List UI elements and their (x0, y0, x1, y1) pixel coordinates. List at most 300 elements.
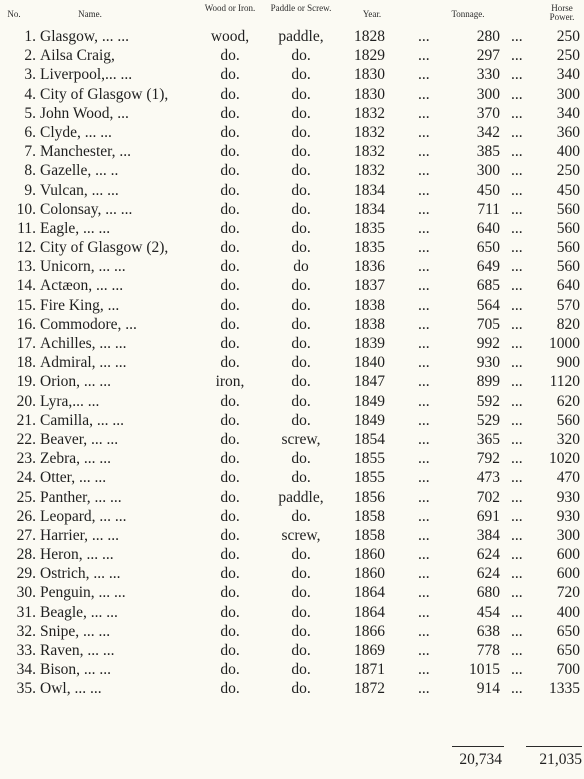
leader-dots: ... (418, 143, 430, 161)
build-year: 1854 (354, 430, 385, 448)
tonnage-value: 705 (476, 315, 500, 333)
row-number: 1. (24, 28, 36, 45)
leader-dots: ... (418, 603, 430, 621)
hull-material: do. (220, 642, 240, 659)
row-number: 7. (24, 143, 36, 161)
propulsion-type: do. (291, 104, 311, 122)
table-row (0, 392, 584, 411)
leader-dots: ... (511, 239, 523, 257)
tonnage-value: 899 (476, 373, 500, 391)
row-number: 20. (16, 392, 36, 410)
horse-power-value: 450 (556, 181, 580, 199)
leader-dots: ... (511, 123, 523, 141)
leader-dots: ... (418, 28, 430, 45)
build-year: 1832 (354, 162, 385, 180)
hull-material: do. (220, 47, 240, 65)
propulsion-type: do. (291, 296, 311, 314)
hull-material: wood, (210, 28, 250, 45)
leader-dots: ... (418, 277, 430, 295)
hull-material: do. (220, 546, 240, 564)
header-material: Wood or Iron. (204, 3, 256, 13)
horse-power-value: 1335 (549, 680, 580, 698)
build-year: 1847 (354, 373, 385, 391)
ship-name: Liverpool,... ... (40, 66, 133, 84)
leader-dots: ... (418, 488, 430, 506)
horse-power-value: 300 (556, 526, 580, 544)
table-row (0, 583, 584, 602)
leader-dots: ... (511, 507, 523, 525)
build-year: 1860 (354, 546, 385, 564)
build-year: 1830 (354, 66, 385, 84)
leader-dots: ... (511, 28, 523, 45)
horse-power-value: 560 (556, 239, 580, 257)
tonnage-value: 711 (477, 200, 500, 218)
leader-dots: ... (511, 66, 523, 84)
hull-material: do. (220, 469, 240, 487)
ship-name: Leopard, ... ... (40, 507, 127, 525)
ship-name: Fire King, ... (40, 296, 120, 314)
build-year: 1832 (354, 104, 385, 122)
propulsion-type: do. (291, 181, 311, 199)
build-year: 1829 (354, 47, 385, 65)
propulsion-type: do. (291, 450, 311, 468)
leader-dots: ... (511, 469, 523, 487)
table-row (0, 257, 584, 276)
hull-material: do. (220, 335, 240, 352)
row-number: 28. (16, 546, 36, 564)
header-horse-power: Horse Power. (549, 3, 575, 22)
ship-name: Unicorn, ... ... (40, 258, 126, 276)
horse-power-value: 560 (556, 258, 580, 276)
ship-name: Beagle, ... ... (40, 603, 118, 621)
tonnage-value: 792 (476, 450, 500, 468)
row-number: 29. (16, 565, 36, 583)
horse-power-value: 340 (556, 104, 580, 122)
tonnage-total-rule (452, 746, 504, 747)
build-year: 1864 (354, 584, 385, 602)
propulsion-type: do. (291, 66, 311, 84)
ship-name: City of Glasgow (1), (40, 85, 169, 103)
leader-dots: ... (511, 622, 523, 640)
ship-name: Panther, ... ... (40, 488, 122, 506)
leader-dots: ... (418, 392, 430, 410)
leader-dots: ... (511, 411, 523, 429)
ship-name: Lyra,... ... (40, 392, 100, 410)
hull-material: do. (220, 143, 240, 161)
header-name: Name. (78, 9, 102, 19)
leader-dots: ... (511, 373, 523, 391)
build-year: 1858 (354, 507, 385, 525)
row-number: 19. (16, 373, 36, 391)
row-number: 11. (17, 219, 36, 237)
propulsion-type: screw, (281, 526, 321, 544)
build-year: 1849 (354, 392, 385, 410)
leader-dots: ... (418, 104, 430, 122)
tonnage-value: 564 (476, 296, 500, 314)
hull-material: do. (220, 680, 240, 698)
build-year: 1836 (354, 258, 385, 276)
hull-material: do. (220, 392, 240, 410)
table-row (0, 488, 584, 507)
build-year: 1838 (354, 315, 385, 333)
row-number: 10. (16, 200, 36, 218)
row-number: 3. (24, 66, 36, 84)
propulsion-type: do. (291, 392, 311, 410)
ship-name: Beaver, ... ... (40, 430, 119, 448)
hull-material: do. (220, 450, 240, 468)
leader-dots: ... (511, 315, 523, 333)
ship-name: Snipe, ... ... (40, 622, 111, 640)
row-number: 6. (24, 123, 36, 141)
tonnage-value: 365 (476, 430, 500, 448)
tonnage-value: 624 (476, 565, 500, 583)
hull-material: do. (220, 430, 240, 448)
propulsion-type: do. (291, 200, 311, 218)
leader-dots: ... (418, 47, 430, 65)
row-number: 22. (16, 430, 36, 448)
ship-name: City of Glasgow (2), (40, 239, 169, 257)
table-row (0, 372, 584, 391)
leader-dots: ... (418, 642, 430, 659)
build-year: 1834 (354, 200, 385, 218)
horse-power-value: 900 (556, 354, 580, 372)
tonnage-value: 300 (476, 162, 500, 180)
tonnage-value: 473 (476, 469, 500, 487)
ship-name: Bison, ... ... (40, 661, 112, 679)
row-number: 24. (16, 469, 36, 487)
leader-dots: ... (418, 622, 430, 640)
leader-dots: ... (511, 354, 523, 372)
ship-name: Harrier, ... ... (40, 526, 119, 544)
propulsion-type: do. (291, 143, 311, 161)
tonnage-value: 778 (476, 642, 500, 659)
tonnage-value: 370 (476, 104, 500, 122)
propulsion-type: do. (291, 507, 311, 525)
build-year: 1855 (354, 450, 385, 468)
build-year: 1834 (354, 181, 385, 199)
horse-power-value: 400 (556, 143, 580, 161)
leader-dots: ... (511, 162, 523, 180)
leader-dots: ... (418, 526, 430, 544)
ship-name: Camilla, ... ... (40, 411, 124, 429)
header-propulsion: Paddle or Screw. (270, 3, 332, 13)
hull-material: do. (220, 181, 240, 199)
horse-power-value: 470 (556, 469, 580, 487)
hull-material: do. (220, 258, 240, 276)
build-year: 1840 (354, 354, 385, 372)
row-number: 17. (16, 335, 36, 352)
table-row (0, 27, 584, 46)
tonnage-value: 624 (476, 546, 500, 564)
horse-power-value: 600 (556, 565, 580, 583)
horse-power-value: 300 (556, 85, 580, 103)
horse-power-value: 600 (556, 546, 580, 564)
hull-material: do. (220, 622, 240, 640)
ship-name: Otter, ... ... (40, 469, 107, 487)
leader-dots: ... (418, 584, 430, 602)
hull-material: do. (220, 603, 240, 621)
leader-dots: ... (418, 200, 430, 218)
leader-dots: ... (511, 181, 523, 199)
leader-dots: ... (418, 162, 430, 180)
build-year: 1871 (354, 661, 385, 679)
leader-dots: ... (418, 354, 430, 372)
table-row (0, 564, 584, 583)
propulsion-type: do. (291, 469, 311, 487)
row-number: 21. (16, 411, 36, 429)
hull-material: do. (220, 507, 240, 525)
build-year: 1832 (354, 143, 385, 161)
ship-name: Colonsay, ... ... (40, 200, 133, 218)
horse-power-value: 620 (556, 392, 580, 410)
tonnage-value: 454 (476, 603, 500, 621)
leader-dots: ... (418, 373, 430, 391)
table-row (0, 468, 584, 487)
leader-dots: ... (511, 392, 523, 410)
propulsion-type: do. (291, 565, 311, 583)
table-row (0, 46, 584, 65)
build-year: 1860 (354, 565, 385, 583)
table-row (0, 315, 584, 334)
header-year: Year. (362, 9, 382, 19)
leader-dots: ... (511, 200, 523, 218)
table-row (0, 238, 584, 257)
ship-name: Vulcan, ... ... (40, 181, 119, 199)
build-year: 1866 (354, 622, 385, 640)
horse-power-value: 1120 (549, 373, 580, 391)
leader-dots: ... (511, 47, 523, 65)
leader-dots: ... (418, 66, 430, 84)
build-year: 1855 (354, 469, 385, 487)
leader-dots: ... (418, 239, 430, 257)
horse-power-value: 720 (556, 584, 580, 602)
table-row (0, 353, 584, 372)
leader-dots: ... (511, 642, 523, 659)
ship-name: Zebra, ... ... (40, 450, 112, 468)
propulsion-type: do. (291, 661, 311, 679)
propulsion-type: do. (291, 373, 311, 391)
row-number: 8. (24, 162, 36, 180)
leader-dots: ... (418, 123, 430, 141)
propulsion-type: paddle, (278, 28, 324, 45)
leader-dots: ... (418, 335, 430, 352)
leader-dots: ... (418, 219, 430, 237)
hull-material: do. (220, 104, 240, 122)
leader-dots: ... (418, 450, 430, 468)
leader-dots: ... (511, 85, 523, 103)
tonnage-value: 385 (476, 143, 500, 161)
header-no: No. (7, 9, 21, 19)
ship-name: Clyde, ... ... (40, 123, 112, 141)
propulsion-type: do. (291, 411, 311, 429)
row-number: 12. (16, 239, 36, 257)
propulsion-type: do. (291, 277, 311, 295)
horse-power-value: 250 (556, 47, 580, 65)
horse-power-value: 250 (556, 162, 580, 180)
leader-dots: ... (511, 450, 523, 468)
propulsion-type: do. (291, 642, 311, 659)
table-row (0, 603, 584, 622)
propulsion-type: do. (291, 85, 311, 103)
tonnage-value: 592 (476, 392, 500, 410)
propulsion-type: do. (291, 219, 311, 237)
build-year: 1849 (354, 411, 385, 429)
ship-name: Actæon, ... ... (40, 277, 124, 295)
build-year: 1872 (354, 680, 385, 698)
horse-power-value: 650 (556, 622, 580, 640)
leader-dots: ... (418, 507, 430, 525)
ship-name: Orion, ... ... (40, 373, 112, 391)
tonnage-value: 384 (476, 526, 500, 544)
tonnage-value: 702 (476, 488, 500, 506)
table-row (0, 142, 584, 161)
leader-dots: ... (511, 603, 523, 621)
tonnage-value: 330 (476, 66, 500, 84)
build-year: 1864 (354, 603, 385, 621)
propulsion-type: paddle, (278, 488, 324, 506)
tonnage-value: 297 (476, 47, 500, 65)
tonnage-value: 300 (476, 85, 500, 103)
leader-dots: ... (511, 488, 523, 506)
hull-material: do. (220, 219, 240, 237)
table-row (0, 526, 584, 545)
row-number: 2. (24, 47, 36, 65)
tonnage-value: 342 (476, 123, 500, 141)
build-year: 1858 (354, 526, 385, 544)
hull-material: do. (220, 85, 240, 103)
table-row (0, 334, 584, 353)
propulsion-type: screw, (281, 430, 321, 448)
propulsion-type: do. (291, 47, 311, 65)
row-number: 23. (16, 450, 36, 468)
leader-dots: ... (511, 258, 523, 276)
leader-dots: ... (511, 430, 523, 448)
horse-power-value: 320 (556, 430, 580, 448)
horse-power-value: 650 (556, 642, 580, 659)
ship-name: Manchester, ... (40, 143, 132, 161)
tonnage-value: 685 (476, 277, 500, 295)
row-number: 32. (16, 622, 36, 640)
tonnage-value: 691 (476, 507, 500, 525)
leader-dots: ... (511, 584, 523, 602)
row-number: 13. (16, 258, 36, 276)
table-row (0, 123, 584, 142)
leader-dots: ... (511, 277, 523, 295)
horse-power-value: 820 (556, 315, 580, 333)
leader-dots: ... (418, 411, 430, 429)
tonnage-value: 914 (476, 680, 500, 698)
leader-dots: ... (511, 143, 523, 161)
propulsion-type: do. (291, 123, 311, 141)
table-row (0, 430, 584, 449)
horse-power-value: 560 (556, 219, 580, 237)
ship-name: Commodore, ... (40, 315, 137, 333)
row-number: 4. (24, 85, 36, 103)
horse-power-value: 560 (556, 411, 580, 429)
propulsion-type: do. (291, 162, 311, 180)
leader-dots: ... (511, 296, 523, 314)
leader-dots: ... (511, 565, 523, 583)
leader-dots: ... (418, 258, 430, 276)
leader-dots: ... (418, 565, 430, 583)
build-year: 1839 (354, 335, 385, 352)
table-row (0, 296, 584, 315)
table-row (0, 65, 584, 84)
hull-material: do. (220, 526, 240, 544)
horse-power-value: 340 (556, 66, 580, 84)
hull-material: do. (220, 565, 240, 583)
propulsion-type: do. (291, 584, 311, 602)
table-row (0, 104, 584, 123)
ship-name: Ostrich, ... ... (40, 565, 121, 583)
leader-dots: ... (418, 661, 430, 679)
table-row (0, 85, 584, 104)
leader-dots: ... (418, 430, 430, 448)
leader-dots: ... (418, 296, 430, 314)
table-row (0, 161, 584, 180)
propulsion-type: do. (291, 335, 311, 352)
ship-name: Ailsa Craig, (40, 47, 115, 65)
table-row (0, 411, 584, 430)
horse-power-value: 640 (556, 277, 580, 295)
row-number: 9. (24, 181, 36, 199)
row-number: 25. (16, 488, 36, 506)
table-row (0, 545, 584, 564)
row-number: 34. (16, 661, 36, 679)
ship-name: Eagle, ... ... (40, 219, 111, 237)
leader-dots: ... (511, 526, 523, 544)
ship-table-body (0, 27, 584, 699)
row-number: 18. (16, 354, 36, 372)
row-number: 27. (16, 526, 36, 544)
tonnage-value: 529 (476, 411, 500, 429)
leader-dots: ... (418, 469, 430, 487)
table-row (0, 660, 584, 679)
build-year: 1838 (354, 296, 385, 314)
leader-dots: ... (418, 680, 430, 698)
ship-name: Raven, ... ... (40, 642, 115, 659)
header-tonnage: Tonnage. (451, 9, 485, 19)
leader-dots: ... (511, 219, 523, 237)
propulsion-type: do. (291, 239, 311, 257)
hull-material: do. (220, 584, 240, 602)
tonnage-value: 649 (476, 258, 500, 276)
row-number: 15. (16, 296, 36, 314)
ship-name: Glasgow, ... ... (40, 28, 129, 45)
hull-material: do. (220, 200, 240, 218)
row-number: 16. (16, 315, 36, 333)
build-year: 1856 (354, 488, 385, 506)
hull-material: iron, (215, 373, 245, 391)
horse-power-value: 1000 (549, 335, 580, 352)
row-number: 31. (16, 603, 36, 621)
propulsion-type: do. (291, 354, 311, 372)
row-number: 14. (16, 277, 36, 295)
hull-material: do. (220, 411, 240, 429)
tonnage-value: 992 (476, 335, 500, 352)
tonnage-value: 638 (476, 622, 500, 640)
hull-material: do. (220, 239, 240, 257)
table-row (0, 276, 584, 295)
tonnage-value: 930 (476, 354, 500, 372)
hull-material: do. (220, 661, 240, 679)
row-number: 33. (16, 642, 36, 659)
leader-dots: ... (418, 85, 430, 103)
leader-dots: ... (418, 546, 430, 564)
row-number: 5. (24, 104, 36, 122)
tonnage-value: 680 (476, 584, 500, 602)
ship-name: Heron, ... ... (40, 546, 114, 564)
